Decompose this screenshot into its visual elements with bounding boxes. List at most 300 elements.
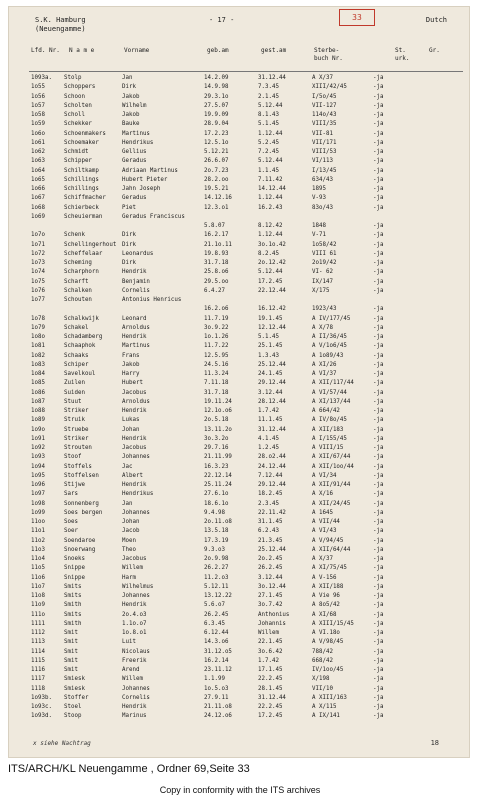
row-gest-am: 31.1.45: [258, 519, 283, 525]
row-vorname: Arend: [122, 667, 140, 673]
row-vorname: Bauke: [122, 121, 140, 128]
table-row: [9, 564, 469, 573]
row-urk: -ja: [373, 574, 384, 581]
row-name: Schakel: [64, 324, 89, 331]
table-row: [9, 583, 469, 592]
table-row: [9, 694, 469, 703]
row-lfd-nr: 1o92: [31, 445, 45, 451]
row-sterbebuch: V-93: [312, 195, 326, 202]
row-geb-am: 3o.9.22: [204, 324, 229, 331]
row-sterbebuch: VI- 62: [312, 269, 333, 276]
row-gest-am: 22.11.42: [258, 509, 286, 516]
row-lfd-nr: 1o79: [31, 324, 45, 331]
row-geb-am: 5.12.11: [204, 583, 229, 590]
footnote: x siehe Nachtrag: [33, 740, 91, 747]
row-urk: -ja: [373, 676, 384, 683]
row-name: Smith: [64, 620, 82, 627]
row-urk: -ja: [373, 417, 384, 424]
row-lfd-nr: 1o89: [31, 417, 45, 424]
row-lfd-nr: 1o91: [31, 435, 45, 442]
row-urk: -ja: [373, 463, 384, 470]
table-row: [9, 139, 469, 148]
row-sterbebuch: 114o/43: [312, 112, 337, 118]
row-gest-am: 5.12.44: [258, 102, 283, 109]
row-urk: -ja: [373, 639, 384, 646]
row-geb-am: 31.12.o5: [204, 648, 232, 655]
row-sterbebuch: A VI/34: [312, 472, 337, 479]
row-gest-am: 24.1.45: [258, 371, 283, 377]
row-sterbebuch: A II/36/45: [312, 334, 347, 340]
row-gest-am: 3o.6.42: [258, 648, 283, 655]
row-gest-am: 3.12.44: [258, 389, 283, 396]
row-geb-am: 21.11.99: [204, 454, 232, 461]
row-urk: -ja: [373, 509, 384, 516]
row-sterbebuch: A I/155/45: [312, 435, 347, 442]
row-sterbebuch: A XI/137/44: [312, 398, 351, 405]
row-sterbebuch: A IV/8o/45: [312, 417, 347, 424]
row-name: Smit: [64, 639, 78, 646]
row-geb-am: 29.5.oo: [204, 278, 229, 285]
row-geb-am: 14.9.98: [204, 84, 229, 91]
row-urk: -ja: [373, 371, 384, 377]
row-gest-am: 6.2.43: [258, 528, 279, 535]
row-sterbebuch: A VIII/15: [312, 445, 344, 451]
row-urk: -ja: [373, 176, 384, 183]
row-lfd-nr: 1o76: [31, 287, 45, 294]
row-lfd-nr: 1o62: [31, 149, 45, 155]
row-vorname: Johannes: [122, 509, 150, 516]
row-name: Smit: [64, 667, 78, 673]
row-urk: -ja: [373, 528, 384, 535]
row-geb-am: 28.9.04: [204, 121, 229, 128]
row-name: Smits: [64, 583, 82, 590]
row-gest-am: 31.12.44: [258, 694, 286, 701]
row-lfd-nr: 1o93c.: [31, 704, 52, 710]
row-name: Striker: [64, 435, 89, 442]
row-vorname: Johannes: [122, 593, 150, 599]
row-vorname: Piet: [122, 204, 136, 211]
row-urk: -ja: [373, 223, 384, 229]
row-urk: -ja: [373, 537, 384, 544]
row-gest-am: Johannis: [258, 620, 286, 627]
table-row: [9, 120, 469, 129]
row-geb-am: 17.3.19: [204, 537, 229, 544]
row-gest-am: 16.12.42: [258, 306, 286, 313]
row-vorname: Wilhelm: [122, 102, 147, 109]
row-name: Smiesk: [64, 676, 85, 683]
row-gest-am: Anthonius: [258, 611, 290, 618]
table-row: [9, 518, 469, 527]
row-name: Snippe: [64, 574, 85, 581]
row-urk: -ja: [373, 602, 384, 609]
row-gest-am: 1.1.45: [258, 167, 279, 174]
row-lfd-nr: 1o84: [31, 371, 45, 377]
table-row: [9, 352, 469, 361]
row-geb-am: 14.2.09: [204, 75, 229, 81]
row-gest-am: 31.12.44: [258, 426, 286, 433]
row-name: Snoeks: [64, 556, 85, 562]
row-name: Snoerwang: [64, 546, 96, 553]
row-gest-am: 2o.12.42: [258, 260, 286, 266]
row-vorname: 1o.8.o1: [122, 630, 147, 636]
row-gest-am: 31.12.44: [258, 75, 286, 81]
row-sterbebuch: A VI/43: [312, 528, 337, 535]
row-name: Stijwe: [64, 482, 85, 488]
table-row: [9, 574, 469, 583]
row-vorname: Leonard: [122, 315, 147, 322]
table-row: [9, 481, 469, 490]
row-sterbebuch: 1848: [312, 223, 326, 229]
row-lfd-nr: 1115: [31, 657, 45, 664]
table-row: [9, 398, 469, 407]
row-geb-am: 16.3.23: [204, 463, 229, 470]
row-sterbebuch: V-71: [312, 232, 326, 239]
table-row: [9, 509, 469, 518]
row-name: Schoon: [64, 93, 85, 100]
table-row: [9, 463, 469, 472]
row-name: Scheuierman: [64, 213, 103, 220]
row-name: Schouten: [64, 297, 92, 303]
row-gest-am: 8.12.42: [258, 223, 283, 229]
table-row: [9, 194, 469, 203]
row-urk: -ja: [373, 121, 384, 128]
row-sterbebuch: A XII/1oo/44: [312, 463, 354, 470]
camp-line-1: S.K. Hamburg: [35, 16, 86, 24]
table-row: [9, 222, 469, 231]
table-row: [9, 472, 469, 481]
row-lfd-nr: 1o98: [31, 500, 45, 507]
row-geb-am: 5.6.o7: [204, 602, 225, 609]
row-lfd-nr: 1o59: [31, 121, 45, 128]
row-vorname: Martinus: [122, 343, 150, 350]
table-row: [9, 666, 469, 675]
row-geb-am: 19.9.09: [204, 112, 229, 118]
table-row: [9, 648, 469, 657]
row-geb-am: 25.8.o6: [204, 269, 229, 276]
row-urk: -ja: [373, 269, 384, 276]
row-vorname: Jakob: [122, 361, 140, 368]
row-geb-am: 19.11.24: [204, 398, 232, 405]
row-vorname: Geradus: [122, 195, 147, 202]
row-name: Schillings: [64, 176, 99, 183]
row-vorname: Hendrikus: [122, 139, 154, 146]
row-sterbebuch: I/13/45: [312, 167, 337, 174]
row-urk: -ja: [373, 75, 384, 81]
row-geb-am: 1o.5.o3: [204, 685, 229, 692]
table-row: [9, 490, 469, 499]
row-geb-am: 2o.11.o8: [204, 519, 232, 525]
row-geb-am: 12.5.95: [204, 352, 229, 359]
row-gest-am: 7.3.45: [258, 84, 279, 91]
row-lfd-nr: 1o81: [31, 343, 45, 350]
row-vorname: Freerik: [122, 657, 147, 664]
row-sterbebuch: A 664/42: [312, 408, 340, 414]
row-gest-am: 5.12.44: [258, 158, 283, 165]
row-gest-am: 1.3.43: [258, 352, 279, 359]
row-urk: -ja: [373, 694, 384, 701]
row-vorname: Jacobus: [122, 389, 147, 396]
row-lfd-nr: 11o2: [31, 537, 45, 544]
row-name: Scharphorn: [64, 269, 99, 276]
table-row: [9, 555, 469, 564]
table-row: [9, 231, 469, 240]
row-lfd-nr: 1o95: [31, 472, 45, 479]
table-row: [9, 620, 469, 629]
table-row: [9, 315, 469, 324]
row-gest-am: 7.12.44: [258, 472, 283, 479]
row-name: Stoffer: [64, 694, 89, 701]
page-mark: 18: [430, 739, 439, 747]
row-name: Smit: [64, 648, 78, 655]
row-sterbebuch: 1895: [312, 186, 326, 192]
row-lfd-nr: 111o: [31, 611, 45, 618]
row-geb-am: 31.7.18: [204, 389, 229, 396]
row-name: Stoop: [64, 713, 82, 720]
row-lfd-nr: 11o5: [31, 565, 45, 572]
col-gr: Gr.: [429, 47, 440, 54]
row-urk: -ja: [373, 667, 384, 673]
row-lfd-nr: 1o86: [31, 389, 45, 396]
row-name: Schillings: [64, 186, 99, 192]
table-row: [9, 527, 469, 536]
row-geb-am: 31.7.18: [204, 260, 229, 266]
row-sterbebuch: A 8o5/42: [312, 602, 340, 609]
row-vorname: Hendrik: [122, 602, 147, 609]
row-lfd-nr: 11o8: [31, 593, 45, 599]
col-urk: St. urk.: [395, 47, 410, 62]
conformity-caption: Copy in conformity with the ITS archives: [159, 785, 321, 795]
row-name: Scholten: [64, 102, 92, 109]
row-name: Strouten: [64, 445, 92, 451]
archive-stamp: 33: [339, 9, 375, 26]
row-lfd-nr: 1117: [31, 676, 45, 683]
row-gest-am: 17.1.45: [258, 667, 283, 673]
row-lfd-nr: 1o78: [31, 315, 45, 322]
table-row: [9, 185, 469, 194]
row-vorname: 1.1o.o7: [122, 620, 147, 627]
row-vorname: Johannes: [122, 454, 150, 461]
row-urk: -ja: [373, 139, 384, 146]
row-urk: -ja: [373, 195, 384, 202]
table-row: [9, 657, 469, 666]
row-vorname: Willem: [122, 565, 143, 572]
row-lfd-nr: 11o3: [31, 546, 45, 553]
row-geb-am: 16.2.o6: [204, 306, 229, 313]
row-urk: -ja: [373, 343, 384, 350]
row-name: Schmidt: [64, 149, 89, 155]
row-urk: -ja: [373, 84, 384, 91]
table-row: [9, 712, 469, 721]
table-row: [9, 83, 469, 92]
row-lfd-nr: 1o6o: [31, 130, 45, 137]
row-urk: -ja: [373, 167, 384, 174]
row-vorname: Antonius Henricus: [122, 297, 182, 303]
row-gest-am: 3o.12.44: [258, 583, 286, 590]
row-name: Smiesk: [64, 685, 85, 692]
row-vorname: Leonardus: [122, 250, 154, 257]
row-geb-am: 17.2.23: [204, 130, 229, 137]
row-gest-am: 2.1.45: [258, 93, 279, 100]
row-vorname: Johan: [122, 426, 140, 433]
row-sterbebuch: XIII/42/45: [312, 84, 347, 91]
row-gest-am: 22.2.45: [258, 704, 283, 710]
row-sterbebuch: X/175: [312, 287, 330, 294]
row-lfd-nr: 1o64: [31, 167, 45, 174]
row-vorname: Martinus: [122, 130, 150, 137]
row-lfd-nr: 1113: [31, 639, 45, 646]
row-sterbebuch: VII-81: [312, 130, 333, 137]
row-gest-am: 28.1.45: [258, 685, 283, 692]
row-urk: -ja: [373, 260, 384, 266]
row-gest-am: 1.12.44: [258, 130, 283, 137]
row-vorname: Harry: [122, 371, 140, 377]
row-vorname: Albert: [122, 472, 143, 479]
row-geb-am: 13.5.18: [204, 528, 229, 535]
row-sterbebuch: VIII 61: [312, 250, 337, 257]
row-sterbebuch: 1923/43: [312, 306, 337, 313]
row-sterbebuch: A VII/44: [312, 519, 340, 525]
row-gest-am: 21.3.45: [258, 537, 283, 544]
row-sterbebuch: 83o/43: [312, 204, 333, 211]
row-vorname: Jakob: [122, 112, 140, 118]
row-gest-am: 1.12.44: [258, 232, 283, 239]
row-geb-am: 28.2.oo: [204, 176, 229, 183]
row-geb-am: 18.6.1o: [204, 500, 229, 507]
row-lfd-nr: 1o83: [31, 361, 45, 368]
row-gest-am: 12.12.44: [258, 324, 286, 331]
row-gest-am: 7.2.45: [258, 149, 279, 155]
row-sterbebuch: A XI/75/45: [312, 565, 347, 572]
row-gest-am: 29.12.44: [258, 380, 286, 387]
row-geb-am: 19.5.21: [204, 186, 229, 192]
row-name: Schoenmakers: [64, 130, 106, 137]
row-urk: -ja: [373, 408, 384, 414]
row-gest-am: 22.12.44: [258, 287, 286, 294]
row-urk: -ja: [373, 491, 384, 498]
table-row: [9, 453, 469, 462]
row-urk: -ja: [373, 445, 384, 451]
row-gest-am: 22.2.45: [258, 676, 283, 683]
row-gest-am: 25.12.44: [258, 546, 286, 553]
col-lfd-nr: Lfd. Nr.: [31, 47, 60, 54]
row-vorname: Arnoldus: [122, 324, 150, 331]
row-urk: -ja: [373, 278, 384, 285]
row-geb-am: 27.9.11: [204, 694, 229, 701]
row-urk: -ja: [373, 648, 384, 655]
row-sterbebuch: IV/1oo/45: [312, 667, 344, 673]
row-name: Suiden: [64, 389, 85, 396]
row-name: Schadamberg: [64, 334, 103, 340]
row-name: Sars: [64, 491, 78, 498]
nationality-label: Dutch: [425, 16, 447, 24]
row-vorname: Jan: [122, 75, 133, 81]
row-vorname: Nicolaus: [122, 648, 150, 655]
table-row: [9, 305, 469, 314]
row-geb-am: 9.4.98: [204, 509, 225, 516]
row-vorname: Jacobus: [122, 556, 147, 562]
row-lfd-nr: 1o88: [31, 408, 45, 414]
row-lfd-nr: 1118: [31, 685, 45, 692]
row-gest-am: Willem: [258, 630, 279, 636]
row-lfd-nr: 1o56: [31, 93, 45, 100]
row-gest-am: 11.1.45: [258, 417, 283, 424]
row-lfd-nr: 1o97: [31, 491, 45, 498]
row-urk: -ja: [373, 583, 384, 590]
row-gest-am: 3o.1o.42: [258, 241, 286, 248]
row-lfd-nr: 1o57: [31, 102, 45, 109]
row-vorname: Wilhelmus: [122, 583, 154, 590]
row-name: Scholl: [64, 112, 85, 118]
row-gest-am: 5.1.45: [258, 334, 279, 340]
document-header: [9, 11, 469, 33]
row-sterbebuch: A XII/117/44: [312, 380, 354, 387]
row-name: Stoof: [64, 454, 82, 461]
row-lfd-nr: 11o6: [31, 574, 45, 581]
row-geb-am: 5.12.21: [204, 149, 229, 155]
table-row: [9, 537, 469, 546]
row-name: Scharft: [64, 278, 89, 285]
row-lfd-nr: 1o93d.: [31, 713, 52, 720]
table-row: [9, 74, 469, 83]
row-urk: -ja: [373, 204, 384, 211]
row-gest-am: 5.12.44: [258, 269, 283, 276]
source-caption: ITS/ARCH/KL Neuengamme , Ordner 69,Seite 33: [8, 763, 250, 775]
row-urk: -ja: [373, 232, 384, 239]
row-vorname: Dirk: [122, 232, 136, 239]
row-lfd-nr: 1o74: [31, 269, 45, 276]
row-vorname: Jakob: [122, 93, 140, 100]
row-geb-am: 5.8.07: [204, 223, 225, 229]
row-sterbebuch: A X/115: [312, 704, 337, 710]
row-geb-am: 26.2.27: [204, 565, 229, 572]
row-urk: -ja: [373, 149, 384, 155]
row-name: Scheming: [64, 260, 92, 266]
row-gest-am: 8.2.45: [258, 250, 279, 257]
row-geb-am: 6.12.44: [204, 630, 229, 636]
row-vorname: Geradus: [122, 158, 147, 165]
row-name: Schellingerhout: [64, 241, 117, 248]
row-sterbebuch: A XII/24/45: [312, 500, 351, 507]
row-geb-am: 16.2.14: [204, 657, 229, 664]
row-geb-am: 21.1o.11: [204, 241, 232, 248]
row-name: Schiper: [64, 361, 89, 368]
row-geb-am: 29.7.16: [204, 445, 229, 451]
row-name: Schiltkamp: [64, 167, 99, 174]
camp-name: [35, 16, 86, 34]
table-row: [9, 342, 469, 351]
row-vorname: Hendrik: [122, 482, 147, 488]
row-gest-am: 25.12.44: [258, 361, 286, 368]
row-lfd-nr: 1o66: [31, 186, 45, 192]
table-row: [9, 703, 469, 712]
row-sterbebuch: A XI/26: [312, 361, 337, 368]
row-urk: -ja: [373, 620, 384, 627]
row-sterbebuch: VII-127: [312, 102, 337, 109]
row-lfd-nr: 1o8o: [31, 334, 45, 340]
row-gest-am: 19.1.45: [258, 315, 283, 322]
table-row: [9, 389, 469, 398]
table-row: [9, 685, 469, 694]
row-vorname: Harm: [122, 574, 136, 581]
row-name: Struik: [64, 417, 85, 424]
table-row: [9, 324, 469, 333]
row-gest-am: 1.2.45: [258, 445, 279, 451]
row-name: Stuut: [64, 398, 82, 405]
row-geb-am: 11.2.o3: [204, 574, 229, 581]
row-name: Schoemaker: [64, 139, 99, 146]
page-number: - 17 -: [209, 16, 235, 24]
row-geb-am: 26.2.45: [204, 611, 229, 618]
